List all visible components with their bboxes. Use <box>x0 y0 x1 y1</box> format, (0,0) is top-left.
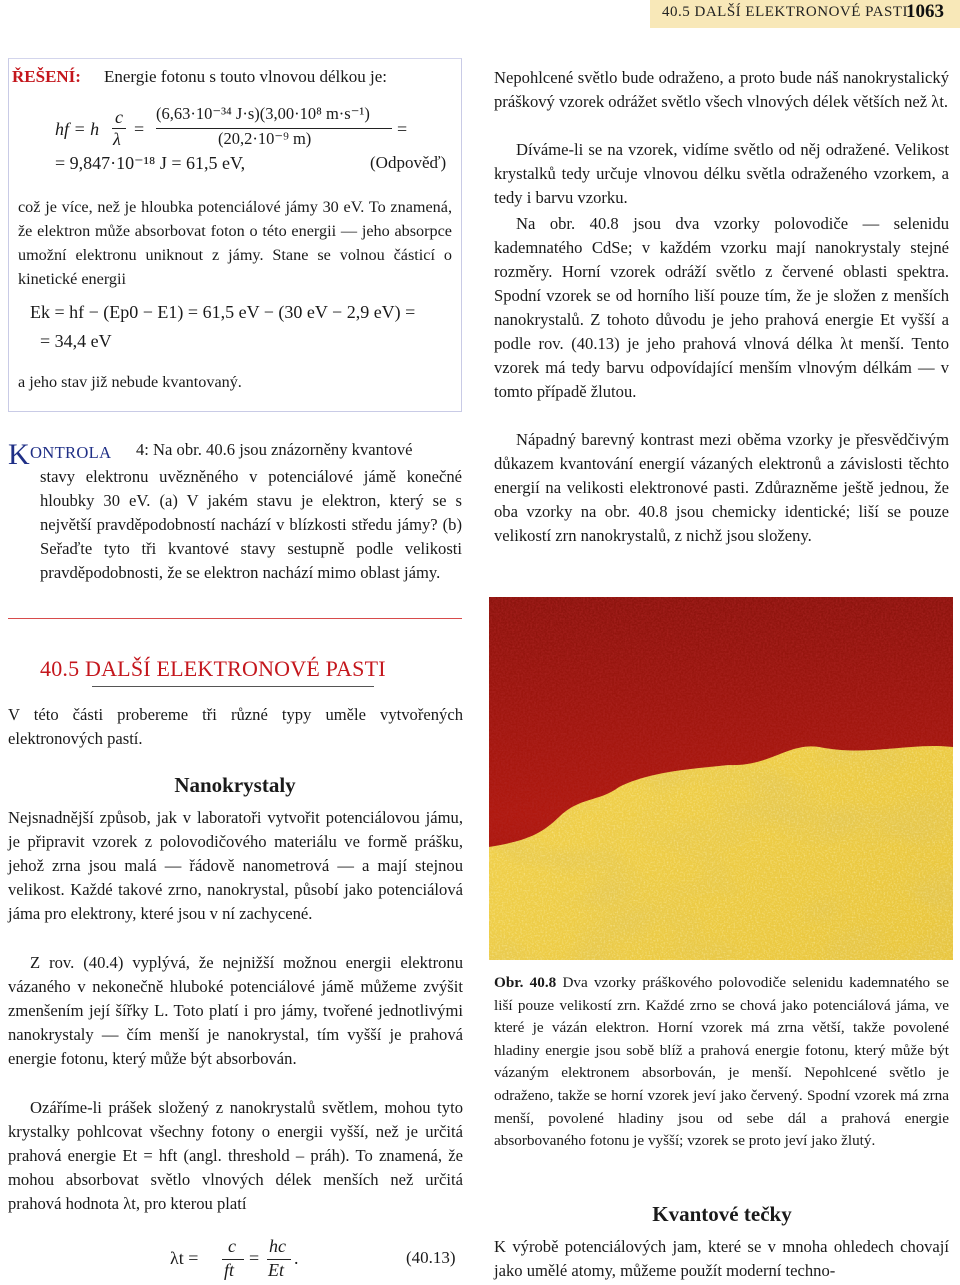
equation-lambda: λ <box>113 129 121 149</box>
threshold-equation-ft: ft <box>224 1260 235 1280</box>
equation-numerator: (6,63·10⁻³⁴ J·s)(3,00·10⁸ m·s⁻¹) <box>156 104 370 123</box>
check-big-letter: K <box>8 438 30 471</box>
quantum-dots-paragraph: K výrobě potenciálových jam, které se v mnoha ohledech chovají jako umělé atomy, můžeme použít moderní techno- <box>494 1237 949 1280</box>
threshold-equation-number: (40.13) <box>406 1248 456 1267</box>
solution-paragraph-2: a jeho stav již nebude kvantovaný. <box>18 373 242 391</box>
page-number: 1063 <box>906 1 944 22</box>
equation-c: c <box>115 107 123 127</box>
equation-equals: = <box>134 119 145 139</box>
threshold-equation-dot: . <box>294 1248 299 1268</box>
threshold-equation-Et: Et <box>268 1260 284 1280</box>
section-heading-underline <box>92 686 374 687</box>
equation-photon-energy-lhs: hf = h <box>55 119 100 139</box>
threshold-equation-c: c <box>228 1236 236 1256</box>
equation-kinetic-energy: Ek = hf − (Ep0 − E1) = 61,5 eV − (30 eV − 2,9 eV) = <box>30 302 416 322</box>
solution-paragraph-1: což je více, než je hloubka potenciálové jámy 30 eV. To znamená, že elektron může absorbovat foton o této energii — jeho absorpce umožní elektronu uniknout z jámy. Stane se volnou částicí o kinetické energii <box>18 198 452 288</box>
figure-caption-text: Dva vzorky práškového polovodiče selenidu kademnatého se liší pouze velikostí zrn. Každé zrno se chová jako potenciálová jáma, ve které je vázán elektron. Horní vzorek má zrna větší, takže povolené hladiny energie jsou sobě blíž a prahová energie fotonu, který může být vázaným elektronem absorbován, je menší. Nepohlcené světlo je odraženo, takže se horní vzorek jeví jako červený. Spodní vzorek má zrna menší, povolené hladiny jsou od sebe dál a prahová energie absorbovaného fotonu je vyšší; vzorek se proto jeví jako žlutý. <box>494 974 950 1150</box>
check-label: ONTROLA <box>30 443 112 462</box>
equation-equals-tail: = <box>397 119 408 139</box>
right-paragraph-3: Na obr. 40.8 jsou dva vzorky polovodiče — selenidu kademnatého CdSe; v každém vzorku mají nanokrystaly stejné rozměry. Horní vzorek odráží světlo z červené oblasti spektra. Spodní vzorek se od horního liší pouze tím, že je složen z menších nanokrystalů. Z tohoto důvodu je jeho prahová energie Et vyšší a podle rov. (40.13) je jeho prahová vlnová délka λt menší. Tento vzorek má tedy barvu odpovídající menším vlnovým délkám — v tomto případě žlutou. <box>494 214 949 401</box>
check-divider <box>8 618 462 619</box>
equation-denominator: (20,2·10⁻⁹ m) <box>218 129 312 148</box>
cdse-samples-photo <box>489 597 953 960</box>
equation-result: = 9,847·10⁻¹⁸ J = 61,5 eV, <box>55 153 246 173</box>
section-intro: V této části probereme tři různé typy uměle vytvořených elektronových pastí. <box>8 705 463 748</box>
nanocrystals-paragraph-3: Ozáříme-li prášek složený z nanokrystalů světlem, mohou tyto krystalky pohlcovat všechny fotony o energii vyšší, než je určitá prahová energie Et = hft (angl. threshold – práh). To znamená, že mohou absorbovat světlo vlnových délek menších než určitá prahová hodnota λt, pro kterou platí <box>8 1098 463 1213</box>
figure-caption-label: Obr. 40.8 <box>494 974 557 991</box>
running-header-title: 40.5 DALŠÍ ELEKTRONOVÉ PASTI <box>662 4 908 20</box>
threshold-equation-hc: hc <box>269 1236 286 1256</box>
answer-tag: (Odpověď) <box>370 153 447 172</box>
solution-intro: Energie fotonu s touto vlnovou délkou je: <box>104 67 387 86</box>
check-body: stavy elektronu uvězněného v potenciálové jámě konečné hloubky 30 eV. (a) V jakém stavu je elektron, který se s největší pravděpodobností nachází v blízkosti středu jámy? (b) Seřaďte tyto tři kvantové stavy sestupně podle velikosti pravděpodobnosti, že se elektron nachází mimo oblast jámy. <box>40 467 462 582</box>
subheading-nanocrystals: Nanokrystaly <box>174 773 296 797</box>
figure-caption <box>494 972 949 1153</box>
section-heading: 40.5 DALŠÍ ELEKTRONOVÉ PASTI <box>40 656 386 681</box>
nanocrystals-paragraph-2: Z rov. (40.4) vyplývá, že nejnižší možnou energii elektronu vázaného v nekonečně hluboké potenciálové jámě můžeme zvýšit zmenšením její šířky L. Toto platí i pro jámy, tvořené jednotlivými nanokrystaly — čím menší je nanokrystal, tím vyšší je prahová energie fotonu, který může být absorbován. <box>8 953 463 1068</box>
check-first-line: 4: Na obr. 40.6 jsou znázorněny kvantové <box>136 440 413 459</box>
solution-label: ŘEŠENÍ: <box>12 67 81 86</box>
threshold-equation-lhs: λt = <box>170 1248 199 1268</box>
right-paragraph-1: Nepohlcené světlo bude odraženo, a proto bude náš nanokrystalický práškový vzorek odrážet světlo všech vlnových délek větších než λt. <box>494 68 949 111</box>
subheading-quantum-dots: Kvantové tečky <box>652 1202 792 1226</box>
right-paragraph-4: Nápadný barevný kontrast mezi oběma vzorky je přesvědčivým důkazem kvantování energií vázaných elektronů a závislosti těchto energií na velikosti elektronové pasti. Zdůrazněme ještě jednou, že oba vzorky na obr. 40.8 jsou chemicky identické; liší se pouze velikostí zrn nanokrystalů, z nichž jsou složeny. <box>494 430 949 545</box>
right-paragraph-2: Díváme-li se na vzorek, vidíme světlo od něj odražené. Velikost krystalků tedy určuje vlnovou délku světla odraženého vzorkem, a tedy i barvu vzorku. <box>494 140 949 207</box>
equation-kinetic-result: = 34,4 eV <box>40 331 112 351</box>
threshold-equation-equals: = <box>249 1248 260 1268</box>
nanocrystals-paragraph-1: Nejsnadnější způsob, jak v laboratoři vytvořit potenciálovou jámu, je připravit vzorek z polovodičového materiálu ve formě prášku, jehož zrna jsou malá — řádově nanometrová — a mají stejnou velikost. Každé takové zrno, nanokrystal, působí jako potenciálová jáma pro elektrony, které jsou v ní zachycené. <box>8 808 463 923</box>
